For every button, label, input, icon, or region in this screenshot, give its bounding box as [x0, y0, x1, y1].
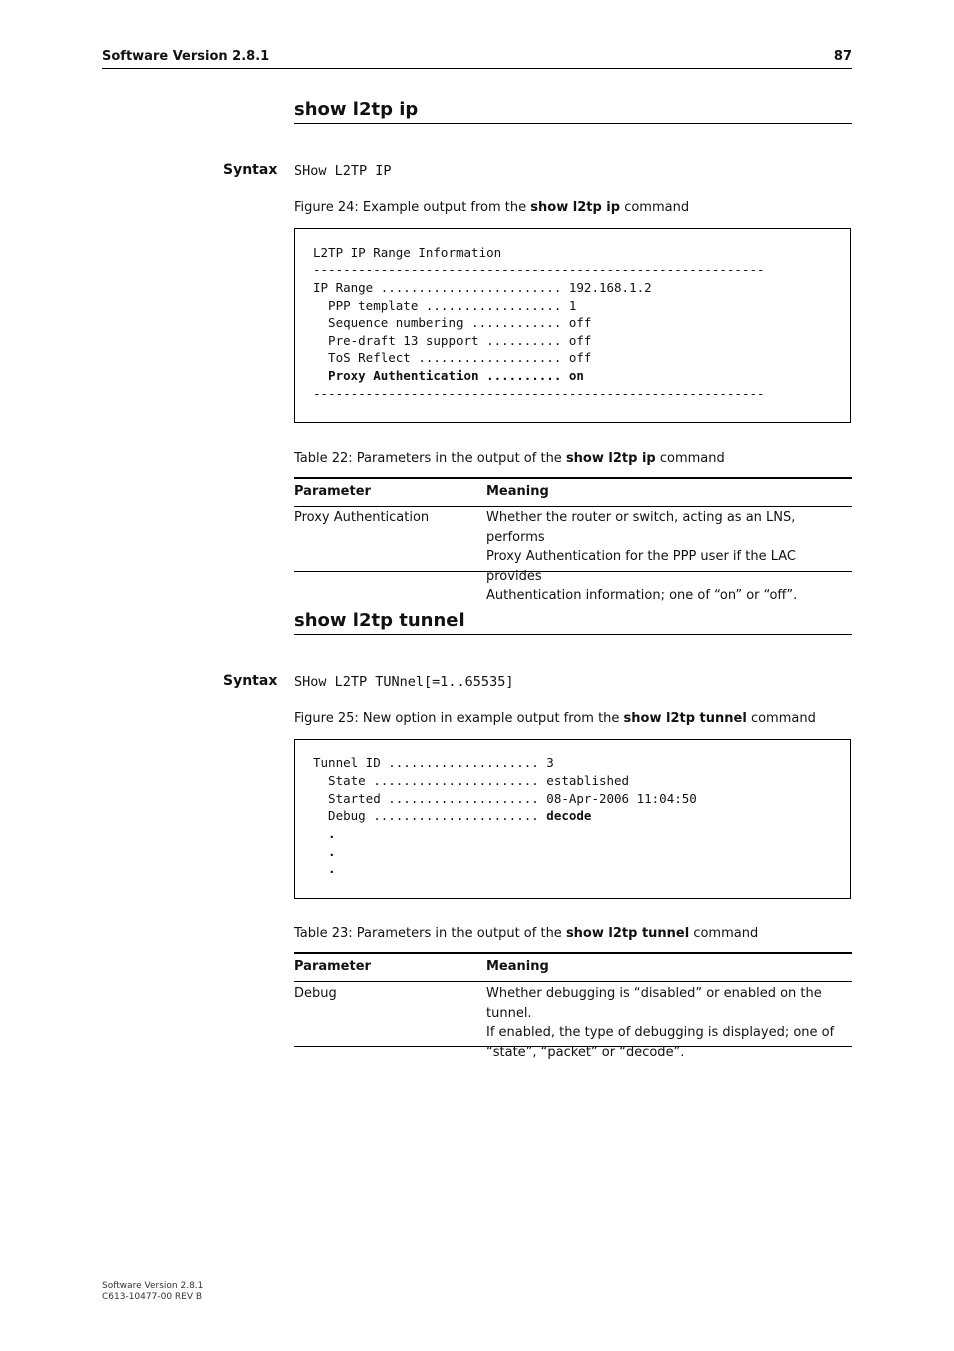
table-top-rule: [294, 477, 852, 479]
code-line: Tunnel ID .................... 3: [313, 755, 554, 770]
code-output-box: [294, 739, 851, 899]
footer-doc-id: C613-10477-00 REV B: [102, 1292, 203, 1302]
syntax-label: Syntax: [223, 673, 278, 689]
syntax-command: SHow L2TP IP: [294, 163, 392, 179]
code-line: Started .................... 08-Apr-2006 11:04:50: [313, 791, 697, 806]
table-header-rule: [294, 506, 852, 507]
code-line: L2TP IP Range Information: [313, 245, 502, 260]
code-line: Pre-draft 13 support .......... off: [313, 333, 592, 348]
table-bottom-rule: [294, 571, 852, 572]
table-cell-parameter: Proxy Authentication: [294, 510, 430, 525]
footer-version: Software Version 2.8.1: [102, 1281, 204, 1291]
table-bottom-rule: [294, 1046, 852, 1047]
table-header-parameter: Parameter: [294, 484, 371, 499]
code-line: Sequence numbering ............ off: [313, 315, 592, 330]
table-header-parameter: Parameter: [294, 959, 371, 974]
code-line: IP Range ........................ 192.168.1.2: [313, 280, 652, 295]
code-line-highlighted: Proxy Authentication .......... on: [313, 368, 584, 383]
table-cell-parameter: Debug: [294, 986, 337, 1001]
section-title-show-l2tp-ip: show l2tp ip: [294, 99, 852, 124]
code-output-box: [294, 228, 851, 423]
syntax-command: SHow L2TP TUNnel[=1..65535]: [294, 674, 514, 690]
section-title-show-l2tp-tunnel: show l2tp tunnel: [294, 610, 852, 635]
table-top-rule: [294, 952, 852, 954]
code-line: PPP template .................. 1: [313, 298, 577, 313]
parameter-table: [294, 952, 852, 1060]
footer: [102, 1281, 203, 1303]
code-line: ToS Reflect ................... off: [313, 350, 592, 365]
table-header-rule: [294, 981, 852, 982]
parameter-table: [294, 477, 852, 603]
figure-caption: Figure 24: Example output from the show l2tp ip command: [294, 200, 690, 215]
code-debug-value: decode: [546, 808, 592, 823]
table-cell-meaning: Whether debugging is “disabled” or enabled on the tunnel. If enabled, the type of debugging is displayed; one of “state”, “packet” or “decode”.: [486, 986, 835, 1060]
syntax-label: Syntax: [223, 162, 278, 178]
code-separator: ------------------------------------------------------------: [313, 386, 765, 401]
header-rule: [102, 68, 852, 69]
table-cell-meaning: Whether the router or switch, acting as an LNS, performs Proxy Authentication for the PPP user if the LAC provides Authentication information; one of “on” or “off”.: [486, 510, 798, 603]
code-ellipsis-dot: .: [313, 826, 336, 841]
code-line: State ...................... established: [313, 773, 630, 788]
table-caption: Table 23: Parameters in the output of the show l2tp tunnel command: [294, 926, 759, 941]
table-header-meaning: Meaning: [486, 959, 549, 974]
running-header-title: Software Version 2.8.1: [102, 49, 270, 64]
table-header-meaning: Meaning: [486, 484, 549, 499]
code-line: Debug ...................... decode: [313, 808, 592, 823]
figure-caption: Figure 25: New option in example output from the show l2tp tunnel command: [294, 711, 816, 726]
code-separator: ------------------------------------------------------------: [313, 262, 765, 277]
page-number: 87: [833, 49, 852, 64]
code-ellipsis-dot: .: [313, 861, 336, 876]
code-ellipsis-dot: .: [313, 844, 336, 859]
table-caption: Table 22: Parameters in the output of the show l2tp ip command: [294, 451, 725, 466]
